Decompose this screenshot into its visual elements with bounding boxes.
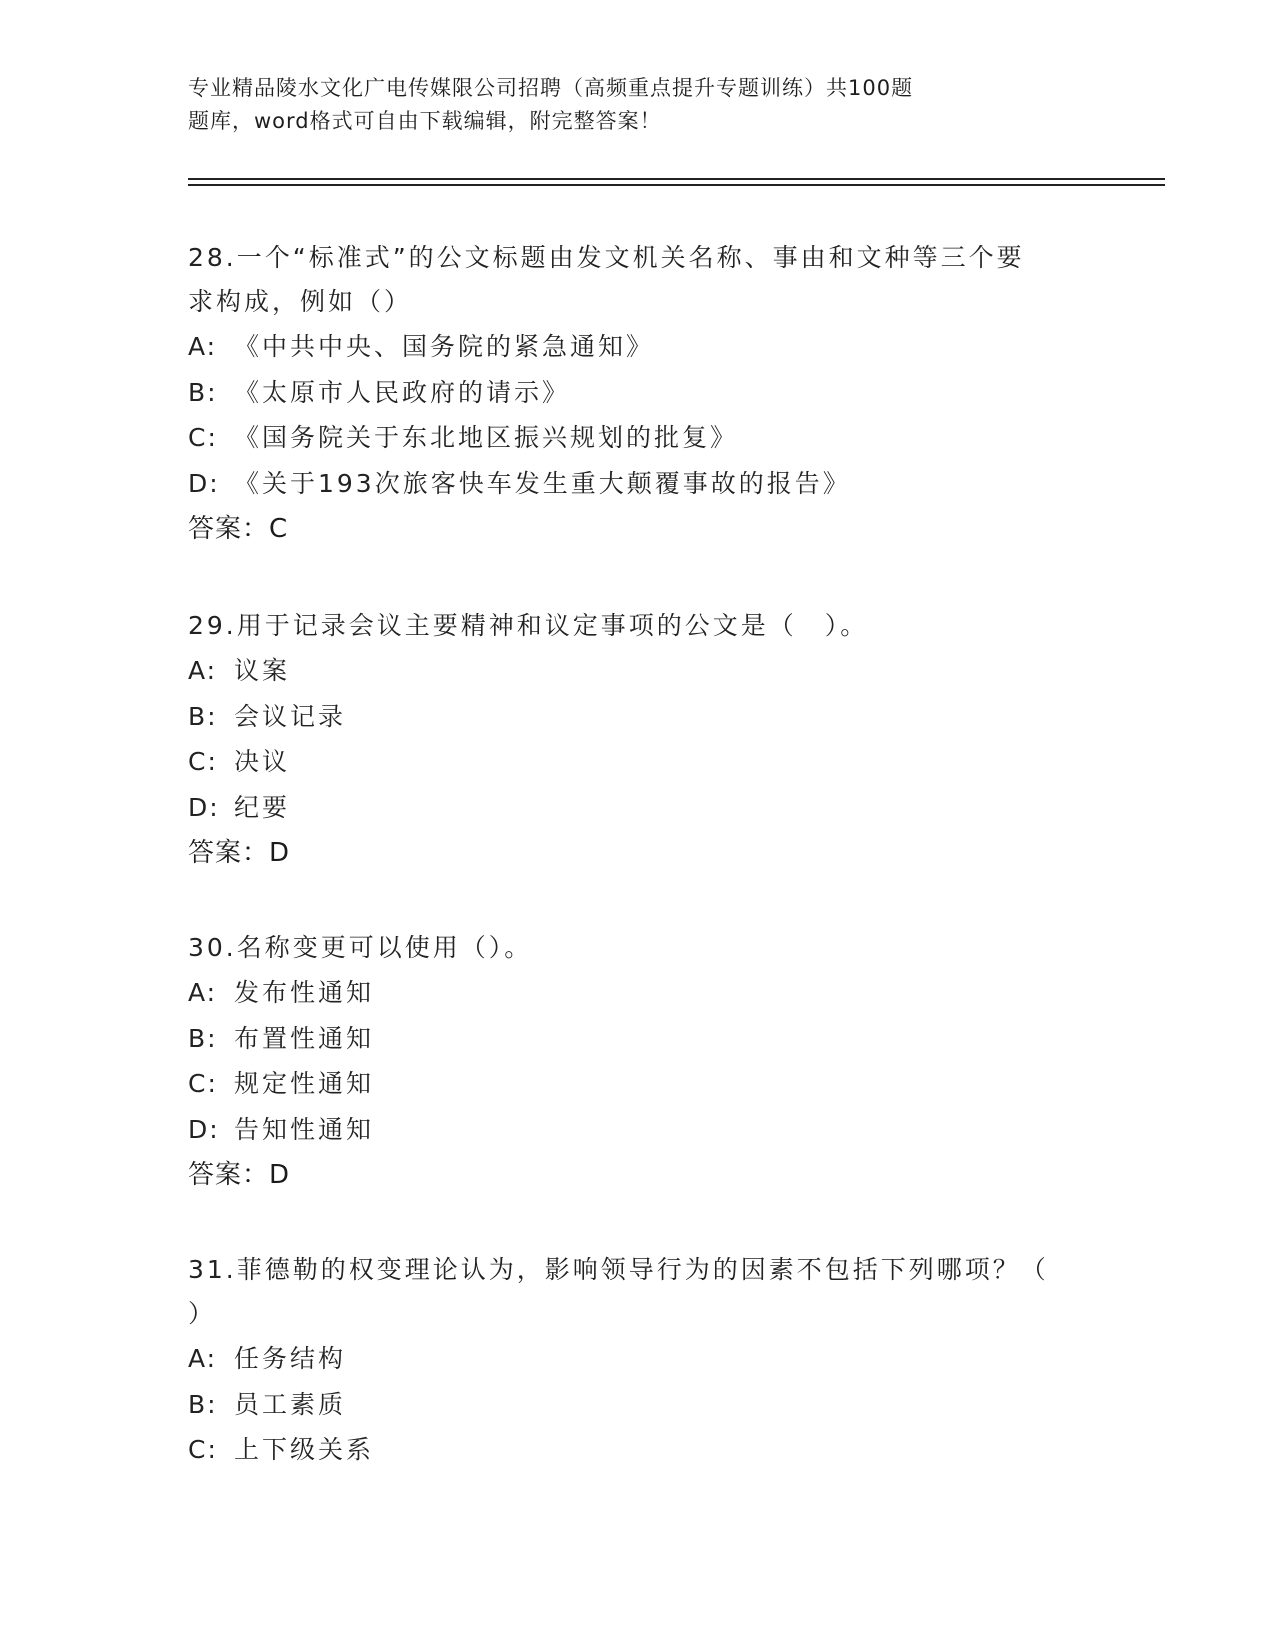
question-text-continued: 求构成，例如（） — [188, 287, 413, 316]
option-c — [188, 415, 1088, 461]
option-text: 上下级关系 — [234, 1435, 375, 1464]
answer-line: 答案：D — [188, 1160, 291, 1190]
option-b — [188, 1382, 1088, 1428]
header-line-2: 题库，word格式可自由下载编辑，附完整答案！ — [188, 109, 662, 133]
question-31 — [188, 1248, 1088, 1473]
document-header — [188, 72, 1048, 138]
option-c — [188, 739, 1088, 785]
option-text: 会议记录 — [234, 701, 347, 731]
option-letter: B: — [188, 1389, 218, 1419]
option-b — [188, 1016, 1088, 1062]
option-b — [188, 370, 1088, 416]
answer-line: 答案：C — [188, 514, 289, 544]
option-c — [188, 1061, 1088, 1107]
option-text: 员工素质 — [234, 1389, 347, 1419]
option-letter: A: — [188, 978, 218, 1007]
option-a — [188, 970, 1088, 1016]
question-text: 29.用于记录会议主要精神和议定事项的公文是（ ）。 — [188, 611, 869, 640]
option-letter: C: — [188, 423, 218, 452]
option-text: 《国务院关于东北地区振兴规划的批复》 — [234, 423, 739, 452]
option-a — [188, 324, 1088, 370]
option-letter: A: — [188, 332, 218, 361]
option-d — [188, 461, 1088, 507]
question-29 — [188, 604, 1088, 876]
option-letter: C: — [188, 747, 218, 776]
option-text: 告知性通知 — [234, 1114, 375, 1144]
option-text: 纪要 — [234, 792, 291, 822]
option-letter: D: — [188, 1114, 220, 1144]
question-text: 28.一个“标准式”的公文标题由发文机关名称、事由和文种等三个要 — [188, 243, 1025, 272]
option-text: 布置性通知 — [234, 1023, 375, 1053]
answer-line: 答案：D — [188, 838, 291, 868]
option-text: 《太原市人民政府的请示》 — [234, 377, 571, 407]
option-d — [188, 785, 1088, 831]
option-letter: D: — [188, 468, 220, 498]
option-text: 决议 — [234, 747, 291, 776]
option-letter: B: — [188, 701, 218, 731]
option-text: 规定性通知 — [234, 1069, 375, 1098]
header-divider-top — [188, 178, 1165, 180]
question-text: 31.菲德勒的权变理论认为，影响领导行为的因素不包括下列哪项？（ — [188, 1255, 1049, 1284]
option-letter: D: — [188, 792, 220, 822]
question-text: 30.名称变更可以使用（）。 — [188, 933, 533, 962]
option-letter: A: — [188, 656, 218, 685]
option-text: 任务结构 — [234, 1344, 347, 1373]
question-28 — [188, 236, 1088, 552]
question-30 — [188, 926, 1088, 1198]
question-text-continued: ） — [188, 1299, 217, 1328]
option-letter: B: — [188, 1023, 218, 1053]
option-letter: B: — [188, 377, 218, 407]
option-letter: A: — [188, 1344, 218, 1373]
option-letter: C: — [188, 1435, 218, 1464]
option-a — [188, 1336, 1088, 1382]
option-text: 《关于193次旅客快车发生重大颠覆事故的报告》 — [234, 468, 851, 498]
option-a — [188, 648, 1088, 694]
header-line-1: 专业精品陵水文化广电传媒限公司招聘（高频重点提升专题训练）共100题 — [188, 76, 914, 100]
option-text: 《中共中央、国务院的紧急通知》 — [234, 332, 655, 361]
option-text: 议案 — [234, 656, 291, 685]
header-divider-bottom — [188, 184, 1165, 186]
option-c — [188, 1427, 1088, 1473]
option-letter: C: — [188, 1069, 218, 1098]
option-d — [188, 1107, 1088, 1153]
option-b — [188, 694, 1088, 740]
option-text: 发布性通知 — [234, 978, 375, 1007]
